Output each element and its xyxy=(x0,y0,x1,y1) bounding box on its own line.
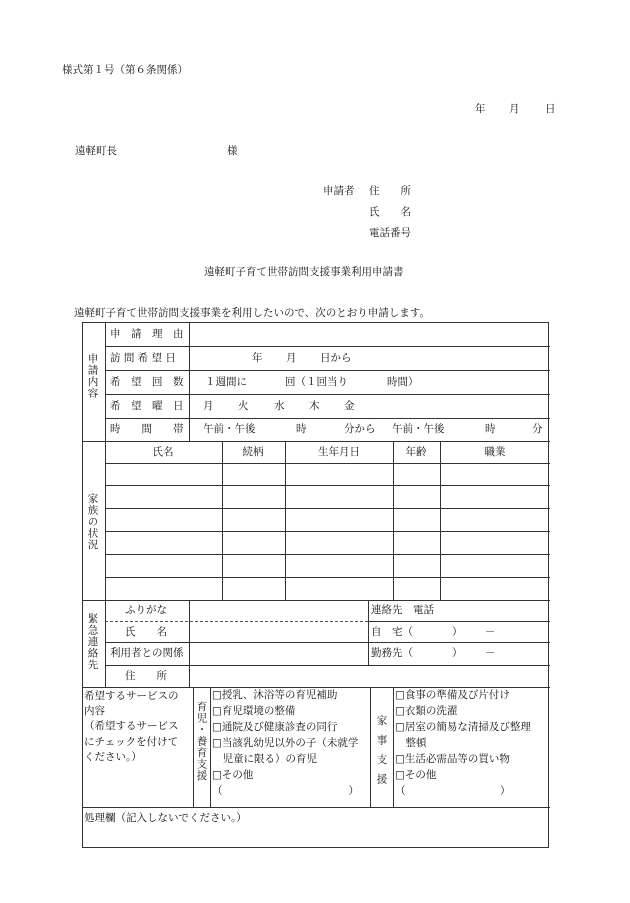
services-label-line-5: ください。） xyxy=(84,751,142,763)
form-title: 遠軽町子育て世帯訪問支援事業利用申請書 xyxy=(204,266,404,278)
contact-phone-label: 連絡先 電話 xyxy=(371,604,434,616)
furigana-label: ふりがな xyxy=(125,604,167,616)
time-label: 時 間 帯 xyxy=(110,423,184,435)
childcare-item: □育児環境の整備 xyxy=(212,705,296,717)
section-divider xyxy=(83,600,550,601)
family-col-name: 氏名 xyxy=(152,446,174,458)
col-divider xyxy=(285,441,286,600)
count-week: １週間に xyxy=(205,376,247,388)
home-phone-label: 自 宅（ xyxy=(371,626,413,638)
col-divider xyxy=(105,323,106,441)
count-label: 希 望 回 数 xyxy=(110,376,184,388)
honorific: 様 xyxy=(227,145,238,157)
col-divider xyxy=(368,600,369,665)
time-min-to: 分 xyxy=(532,423,543,435)
row-divider xyxy=(105,370,550,371)
visit-date-suffix: 日から xyxy=(320,352,352,364)
work-phone-close: ） xyxy=(452,647,463,659)
services-label-line-2: 内容 xyxy=(84,705,105,717)
addressee: 遠軽町長 xyxy=(75,145,117,157)
col-divider xyxy=(222,441,223,600)
home-phone-close: ） xyxy=(452,626,463,638)
row-divider xyxy=(105,463,550,464)
housework-item: 整頓 xyxy=(395,737,427,749)
applicant-label: 申請者 xyxy=(323,185,355,197)
time-min-from: 分から xyxy=(344,423,376,435)
date-month-label: 月 xyxy=(509,103,520,115)
section-divider xyxy=(83,687,550,688)
col-divider xyxy=(210,687,211,807)
emergency-section-label: 緊急連絡先 xyxy=(86,613,99,671)
housework-item: □居室の簡易な清掃及び整理 xyxy=(395,721,531,733)
emergency-address-label: 住 所 xyxy=(125,670,167,682)
time-hour-to: 時 xyxy=(485,423,496,435)
work-phone-label: 勤務先（ xyxy=(371,647,413,659)
emergency-name-label: 氏 名 xyxy=(125,626,167,638)
weekday-label: 希 望 曜 日 xyxy=(110,400,184,412)
housework-item: □衣類の洗濯 xyxy=(395,705,458,717)
childcare-item: 児童に限る）の育児 xyxy=(212,753,317,765)
weekday-fri: 金 xyxy=(344,400,355,412)
visit-date-year: 年 xyxy=(252,352,263,364)
time-ampm-to: 午前・午後 xyxy=(392,423,445,435)
row-divider xyxy=(368,621,550,622)
applicant-phone-label: 電話番号 xyxy=(369,227,411,239)
col-divider xyxy=(105,600,106,687)
row-divider xyxy=(105,577,550,578)
col-divider xyxy=(189,323,190,441)
row-divider xyxy=(105,394,550,395)
childcare-item: □当該乳幼児以外の子（未就学 xyxy=(212,737,359,749)
row-divider xyxy=(105,418,550,419)
family-col-age: 年齢 xyxy=(405,446,427,458)
weekday-wed: 水 xyxy=(274,400,285,412)
applicant-address-label: 住 所 xyxy=(369,185,411,197)
col-divider xyxy=(189,600,190,687)
home-phone-dash: － xyxy=(485,626,496,638)
col-divider xyxy=(393,687,394,807)
application-form-table xyxy=(82,322,549,848)
row-divider xyxy=(105,508,550,509)
row-divider xyxy=(105,554,550,555)
childcare-support-label: 育児・養育支援 xyxy=(195,701,208,782)
weekday-thu: 木 xyxy=(309,400,320,412)
intro-text: 遠軽町子育て世帯訪問支援事業を利用したいので、次のとおり申請します。 xyxy=(74,307,430,319)
family-col-relation: 続柄 xyxy=(242,446,264,458)
row-divider xyxy=(105,346,550,347)
housework-support-label: 家事支援 xyxy=(375,715,388,793)
services-label-line-4: にチェックを付けて xyxy=(84,736,179,748)
date-year-label: 年 xyxy=(475,103,486,115)
housework-item: □生活必需品等の買い物 xyxy=(395,753,510,765)
row-divider xyxy=(105,485,550,486)
services-label-line-1: 希望するサービスの xyxy=(84,690,179,702)
col-divider xyxy=(440,441,441,600)
col-divider xyxy=(370,687,371,807)
count-hours: 時間） xyxy=(387,376,419,388)
visit-date-label: 訪 問 希 望 日 xyxy=(110,352,176,364)
row-divider xyxy=(105,531,550,532)
reason-label: 申 請 理 由 xyxy=(110,328,184,340)
row-divider xyxy=(105,642,368,643)
row-divider xyxy=(368,642,550,643)
row-divider xyxy=(105,665,550,666)
applicant-name-label: 氏 名 xyxy=(369,206,411,218)
application-section-label: 申請内容 xyxy=(86,353,99,399)
time-hour-from: 時 xyxy=(296,423,307,435)
family-col-occupation: 職業 xyxy=(484,446,506,458)
housework-item: （ ） xyxy=(395,785,511,797)
relation-label: 利用者との関係 xyxy=(110,647,184,659)
count-times: 回（１回当り xyxy=(285,376,348,388)
section-divider xyxy=(83,807,550,808)
col-divider xyxy=(193,687,194,807)
housework-item: □食事の準備及び片付け xyxy=(395,689,510,701)
weekday-tue: 火 xyxy=(238,400,249,412)
date-day-label: 日 xyxy=(545,103,556,115)
processing-label: 処理欄（記入しないでください。） xyxy=(84,812,247,824)
childcare-item: □授乳、沐浴等の育児補助 xyxy=(212,689,338,701)
col-divider xyxy=(105,441,106,600)
services-label-line-3: （希望するサービス xyxy=(84,720,179,732)
col-divider xyxy=(393,441,394,600)
section-divider xyxy=(83,441,550,442)
childcare-item: （ ） xyxy=(212,785,359,797)
time-ampm-from: 午前・午後 xyxy=(203,423,256,435)
work-phone-dash: － xyxy=(485,647,496,659)
family-section-label: 家族の状況 xyxy=(86,493,99,551)
weekday-mon: 月 xyxy=(203,400,214,412)
form-number: 様式第１号（第６条関係） xyxy=(62,64,188,76)
visit-date-month: 月 xyxy=(286,352,297,364)
furigana-dashed-divider xyxy=(105,621,368,622)
childcare-item: □通院及び健康診査の同行 xyxy=(212,721,338,733)
childcare-item: □その他 xyxy=(212,769,254,781)
family-col-birthdate: 生年月日 xyxy=(318,446,360,458)
housework-item: □その他 xyxy=(395,769,437,781)
